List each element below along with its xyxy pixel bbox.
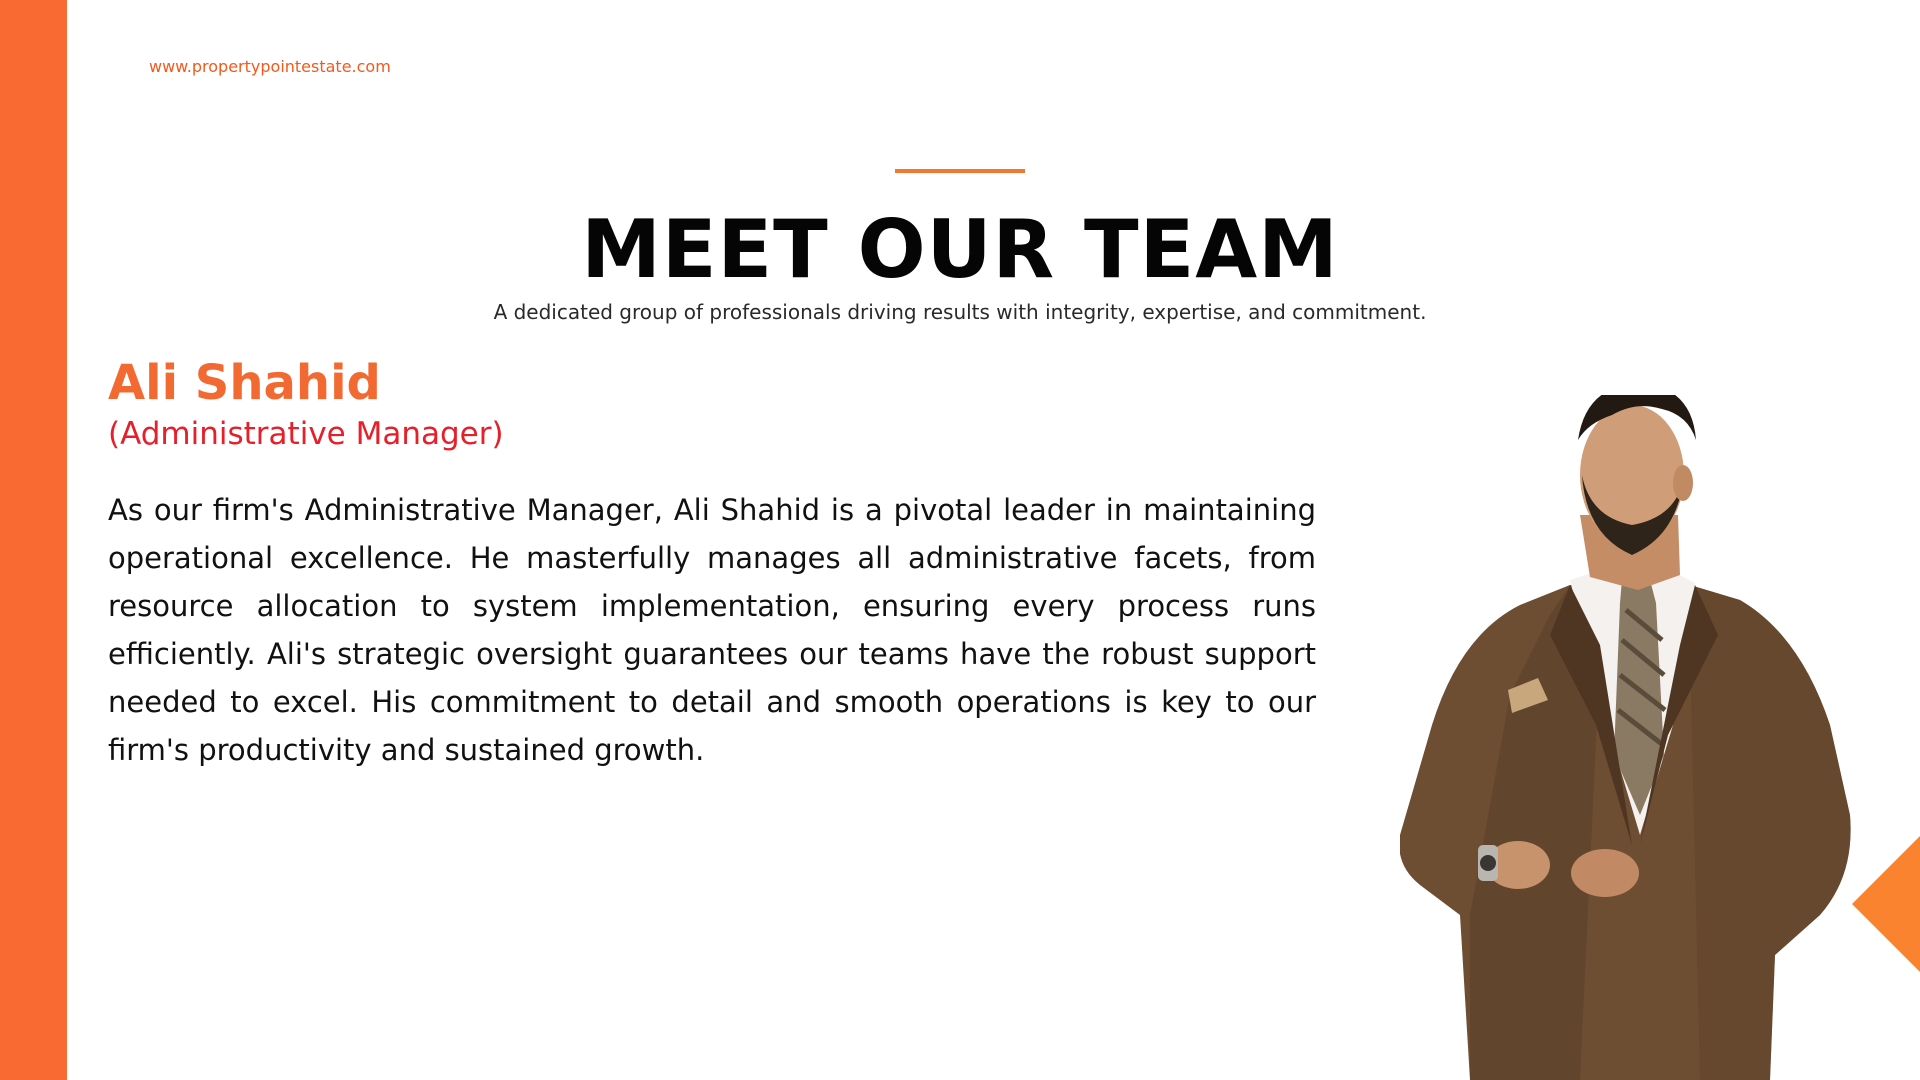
page-title: MEET OUR TEAM — [581, 203, 1339, 296]
corner-accent-triangle — [1852, 836, 1920, 972]
portrait-right-hand — [1571, 849, 1639, 897]
left-accent-bar — [0, 0, 67, 1080]
member-name: Ali Shahid — [108, 355, 381, 411]
title-accent-line — [895, 169, 1025, 173]
member-role: (Administrative Manager) — [108, 416, 504, 452]
website-url: www.propertypointestate.com — [149, 57, 391, 76]
page-subtitle: A dedicated group of professionals driving results with integrity, expertise, and commitment. — [493, 300, 1427, 324]
member-bio: As our firm's Administrative Manager, Ali Shahid is a pivotal leader in maintaining operational excellence. He masterfully manages all administrative facets, from resource allocation to system implementation, ensuring every process runs efficiently. Ali's strategic oversight guarantees our teams have the robust support needed to excel. His commitment to detail and smooth operations is key to our firm's productivity and sustained growth. — [108, 493, 1316, 767]
member-portrait — [1400, 395, 1870, 1080]
